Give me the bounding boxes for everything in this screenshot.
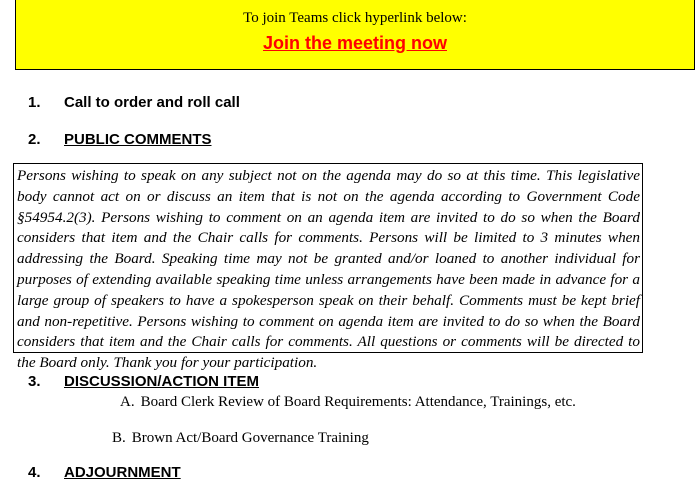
agenda-item-title: DISCUSSION/ACTION ITEM xyxy=(64,373,260,390)
agenda-item-number: 1. xyxy=(28,94,41,111)
subitem-text: Brown Act/Board Governance Training xyxy=(131,430,369,446)
agenda-item-public-comments xyxy=(28,131,212,149)
agenda-item-title: ADJOURNMENT xyxy=(64,464,181,481)
teams-join-instructions: To join Teams click hyperlink below: xyxy=(243,10,467,26)
join-meeting-link[interactable]: Join the meeting now xyxy=(262,33,447,53)
discussion-subitem-b xyxy=(112,429,369,447)
teams-join-banner xyxy=(15,0,695,70)
public-comments-notice: Persons wishing to speak on any subject not on the agenda may do so at this time. This legislative body cannot act on or discuss an item that is not on the agenda according to Government Code §54954.2(3). Persons wishing to comment on an agenda item are invited to do so when the Board considers that item and the Chair calls for comments. Persons will be limited to 3 minutes when addressing the Board. Speaking time may not be granted and/or loaned to another individual for purposes of extending available speaking time unless arrangements have been made in advance for a large group of speakers to have a spokesperson speak on their behalf. Comments must be kept brief and non-repetitive. Persons wishing to comment on agenda item are invited to do so when the Board considers that item and the Chair calls for comments. All questions or comments will be directed to the Board only. Thank you for your participation. xyxy=(13,163,643,353)
agenda-item-title: PUBLIC COMMENTS xyxy=(64,131,212,148)
subitem-letter: B. xyxy=(112,430,126,446)
subitem-text: Board Clerk Review of Board Requirements: Attendance, Trainings, etc. xyxy=(140,394,576,410)
agenda-item-number: 3. xyxy=(28,373,41,390)
subitem-letter: A. xyxy=(120,394,135,410)
agenda-item-number: 4. xyxy=(28,464,41,481)
agenda-item-roll-call xyxy=(28,94,240,112)
agenda-item-adjournment xyxy=(28,464,181,482)
agenda-item-discussion-action xyxy=(28,373,259,391)
agenda-item-title: Call to order and roll call xyxy=(64,94,240,111)
agenda-item-number: 2. xyxy=(28,131,41,148)
discussion-subitem-a xyxy=(120,393,576,411)
